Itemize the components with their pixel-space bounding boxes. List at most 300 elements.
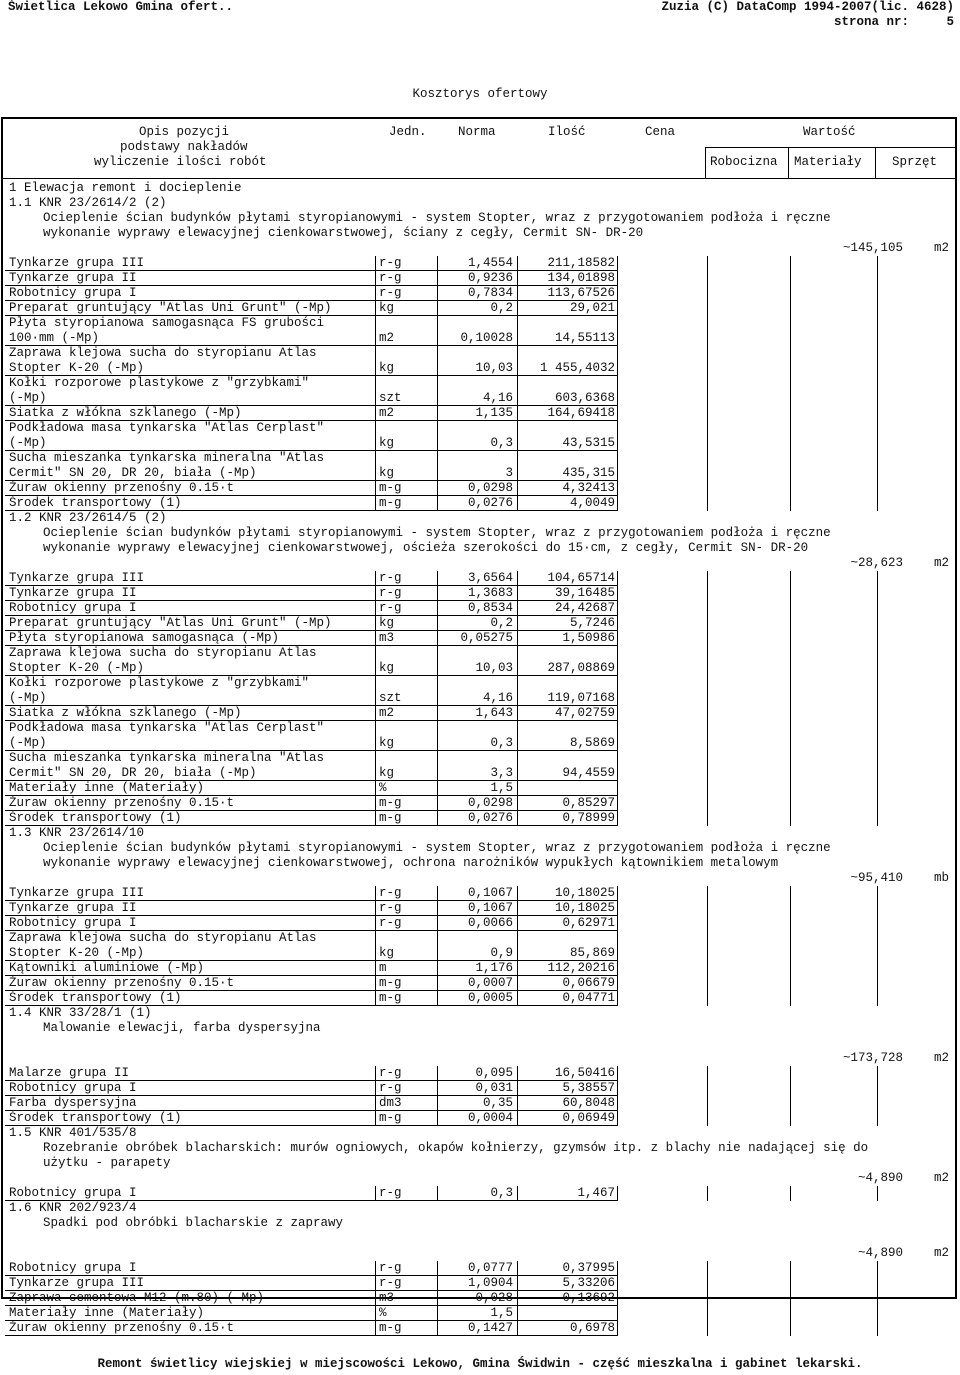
row-divider bbox=[790, 811, 791, 826]
row-divider bbox=[375, 976, 376, 991]
resource-norm: 0,2 bbox=[490, 616, 513, 630]
table-row bbox=[5, 901, 955, 916]
resource-quantity: 43,5315 bbox=[562, 436, 615, 450]
row-divider bbox=[790, 496, 791, 511]
row-divider bbox=[517, 781, 518, 796]
resource-name: Tynkarze grupa II bbox=[9, 901, 137, 915]
row-divider bbox=[375, 811, 376, 826]
position-code: 1.3 KNR 23/2614/10 bbox=[9, 826, 145, 840]
row-divider bbox=[617, 916, 618, 931]
row-divider bbox=[790, 796, 791, 811]
row-divider bbox=[375, 736, 376, 751]
row-divider bbox=[707, 796, 708, 811]
resource-name: Żuraw okienny przenośny 0.15·t bbox=[9, 796, 235, 810]
row-divider bbox=[375, 1321, 376, 1336]
row-divider bbox=[707, 691, 708, 706]
row-divider bbox=[517, 316, 518, 331]
resource-name: Płyta styropianowa samogasnąca (-Mp) bbox=[9, 631, 280, 645]
resource-norm: 0,0004 bbox=[467, 1111, 513, 1125]
resource-norm: 1,176 bbox=[475, 961, 513, 975]
row-divider bbox=[437, 901, 438, 916]
resource-quantity: 0,62971 bbox=[562, 916, 615, 930]
col-sprzet: Sprzęt bbox=[892, 155, 938, 169]
row-divider bbox=[617, 406, 618, 421]
row-divider bbox=[877, 991, 878, 1006]
row-divider bbox=[617, 376, 618, 391]
resource-norm: 0,05275 bbox=[460, 631, 513, 645]
row-divider bbox=[707, 391, 708, 406]
resource-name: Siatka z włókna szklanego (-Mp) bbox=[9, 706, 242, 720]
row-divider bbox=[375, 691, 376, 706]
row-divider bbox=[617, 946, 618, 961]
row-divider bbox=[517, 946, 518, 961]
row-divider bbox=[517, 286, 518, 301]
row-divider bbox=[790, 706, 791, 721]
resource-name: Robotnicy grupa I bbox=[9, 1261, 137, 1275]
resource-norm: 1,5 bbox=[490, 781, 513, 795]
resource-unit: m3 bbox=[379, 1291, 395, 1305]
resource-name: Zaprawa cementowa M12 (m.80) (-Mp) bbox=[9, 1291, 265, 1305]
row-divider bbox=[707, 1306, 708, 1321]
row-divider bbox=[517, 361, 518, 376]
row-divider bbox=[617, 496, 618, 511]
col-norma: Norma bbox=[458, 125, 496, 139]
row-divider bbox=[877, 646, 878, 661]
row-divider bbox=[617, 301, 618, 316]
row-divider bbox=[437, 376, 438, 391]
resource-unit: kg bbox=[379, 946, 395, 960]
table-column-header bbox=[3, 119, 955, 179]
row-divider bbox=[877, 571, 878, 586]
position-description bbox=[5, 1141, 955, 1156]
resource-norm: 0,3 bbox=[490, 436, 513, 450]
position-quantity bbox=[5, 241, 955, 256]
row-divider bbox=[375, 796, 376, 811]
row-divider bbox=[707, 676, 708, 691]
resource-name: Tynkarze grupa III bbox=[9, 256, 145, 270]
row-divider bbox=[707, 286, 708, 301]
resource-norm: 0,0007 bbox=[467, 976, 513, 990]
position-quantity-value: ~95,410 bbox=[850, 871, 903, 885]
row-divider bbox=[790, 1111, 791, 1126]
row-divider bbox=[517, 346, 518, 361]
row-divider bbox=[707, 766, 708, 781]
row-divider bbox=[790, 436, 791, 451]
resource-quantity: 1,50986 bbox=[562, 631, 615, 645]
resource-unit: m2 bbox=[379, 706, 395, 720]
row-divider bbox=[877, 706, 878, 721]
resource-norm: 0,0777 bbox=[467, 1261, 513, 1275]
row-divider bbox=[790, 1291, 791, 1306]
row-divider bbox=[437, 316, 438, 331]
row-divider bbox=[617, 586, 618, 601]
resource-name: (-Mp) bbox=[9, 436, 47, 450]
row-divider bbox=[517, 661, 518, 676]
position-quantity-value: ~4,890 bbox=[857, 1246, 903, 1260]
row-divider bbox=[617, 991, 618, 1006]
row-divider bbox=[617, 781, 618, 796]
row-divider bbox=[375, 271, 376, 286]
resource-norm: 0,0066 bbox=[467, 916, 513, 930]
resource-name: Żuraw okienny przenośny 0.15·t bbox=[9, 976, 235, 990]
row-divider bbox=[375, 1081, 376, 1096]
row-divider bbox=[790, 316, 791, 331]
row-divider bbox=[877, 1081, 878, 1096]
row-divider bbox=[790, 676, 791, 691]
table-row bbox=[5, 286, 955, 301]
row-divider bbox=[707, 1276, 708, 1291]
row-divider bbox=[375, 766, 376, 781]
position-description bbox=[5, 226, 955, 241]
resource-unit: r-g bbox=[379, 256, 402, 270]
resource-name: Tynkarze grupa III bbox=[9, 571, 145, 585]
row-divider bbox=[617, 451, 618, 466]
resource-quantity: 211,18582 bbox=[547, 256, 615, 270]
row-divider bbox=[790, 1306, 791, 1321]
resource-name: Podkładowa masa tynkarska "Atlas Cerplast" bbox=[9, 721, 325, 735]
table-row bbox=[5, 601, 955, 616]
resource-name: Stopter K-20 (-Mp) bbox=[9, 361, 145, 375]
row-divider bbox=[617, 1276, 618, 1291]
row-divider bbox=[707, 271, 708, 286]
resource-name: (-Mp) bbox=[9, 691, 47, 705]
resource-quantity: 119,07168 bbox=[547, 691, 615, 705]
row-divider bbox=[790, 376, 791, 391]
resource-norm: 0,8534 bbox=[467, 601, 513, 615]
position-quantity-unit: m2 bbox=[933, 1051, 949, 1065]
resource-quantity: 1,467 bbox=[577, 1186, 615, 1200]
row-divider bbox=[790, 886, 791, 901]
row-divider bbox=[877, 496, 878, 511]
row-divider bbox=[437, 1111, 438, 1126]
resource-norm: 0,1067 bbox=[467, 886, 513, 900]
row-divider bbox=[617, 721, 618, 736]
row-divider bbox=[617, 751, 618, 766]
section-title-text: 1 Elewacja remont i docieplenie bbox=[9, 181, 242, 195]
resource-name: 100·mm (-Mp) bbox=[9, 331, 100, 345]
row-divider bbox=[617, 466, 618, 481]
resource-name: Środek transportowy (1) bbox=[9, 811, 182, 825]
row-divider bbox=[375, 1291, 376, 1306]
position-quantity-value: ~173,728 bbox=[842, 1051, 903, 1065]
row-divider bbox=[517, 301, 518, 316]
position-code: 1.2 KNR 23/2614/5 (2) bbox=[9, 511, 167, 525]
row-divider bbox=[707, 406, 708, 421]
row-divider bbox=[707, 706, 708, 721]
resource-unit: r-g bbox=[379, 1186, 402, 1200]
row-divider bbox=[707, 421, 708, 436]
row-divider bbox=[877, 406, 878, 421]
row-divider bbox=[437, 736, 438, 751]
row-divider bbox=[790, 646, 791, 661]
row-divider bbox=[517, 751, 518, 766]
row-divider bbox=[877, 316, 878, 331]
row-divider bbox=[375, 376, 376, 391]
row-divider bbox=[437, 466, 438, 481]
row-divider bbox=[517, 1276, 518, 1291]
row-divider bbox=[517, 901, 518, 916]
resource-quantity: 5,33206 bbox=[562, 1276, 615, 1290]
resource-norm: 1,643 bbox=[475, 706, 513, 720]
row-divider bbox=[617, 1111, 618, 1126]
position-description-text: Spadki pod obróbki blacharskie z zaprawy bbox=[43, 1216, 344, 1230]
resource-unit: % bbox=[379, 1306, 387, 1320]
row-divider bbox=[517, 736, 518, 751]
row-divider bbox=[707, 1111, 708, 1126]
row-divider bbox=[790, 916, 791, 931]
row-divider bbox=[707, 1096, 708, 1111]
row-divider bbox=[877, 376, 878, 391]
resource-unit: r-g bbox=[379, 886, 402, 900]
row-divider bbox=[877, 256, 878, 271]
resource-name: Tynkarze grupa III bbox=[9, 1276, 145, 1290]
row-divider bbox=[790, 466, 791, 481]
row-divider bbox=[517, 676, 518, 691]
row-divider bbox=[790, 601, 791, 616]
resource-name: Płyta styropianowa samogasnąca FS grubości bbox=[9, 316, 325, 330]
row-divider bbox=[437, 631, 438, 646]
spacer-line bbox=[5, 1231, 955, 1246]
table-row bbox=[5, 1261, 955, 1276]
table-row bbox=[5, 1096, 955, 1111]
row-divider bbox=[790, 1096, 791, 1111]
row-underline bbox=[375, 1335, 617, 1336]
resource-unit: kg bbox=[379, 766, 395, 780]
row-divider bbox=[375, 421, 376, 436]
position-quantity-value: ~145,105 bbox=[842, 241, 903, 255]
row-divider bbox=[790, 931, 791, 946]
resource-unit: r-g bbox=[379, 1261, 402, 1275]
row-divider bbox=[437, 991, 438, 1006]
resource-name: Robotnicy grupa I bbox=[9, 601, 137, 615]
table-row bbox=[5, 1291, 955, 1306]
resource-name: Materiały inne (Materiały) bbox=[9, 1306, 205, 1320]
row-divider bbox=[877, 361, 878, 376]
resource-unit: r-g bbox=[379, 286, 402, 300]
row-divider bbox=[617, 1306, 618, 1321]
resource-quantity: 85,869 bbox=[569, 946, 615, 960]
position-quantity-unit: m2 bbox=[933, 1246, 949, 1260]
row-divider bbox=[437, 586, 438, 601]
resource-unit: m2 bbox=[379, 331, 395, 345]
row-underline bbox=[5, 1335, 375, 1336]
row-divider bbox=[375, 286, 376, 301]
table-row bbox=[5, 481, 955, 496]
resource-unit: % bbox=[379, 781, 387, 795]
resource-quantity: 5,7246 bbox=[569, 616, 615, 630]
resource-unit: m bbox=[379, 961, 387, 975]
row-divider bbox=[517, 256, 518, 271]
row-divider bbox=[877, 736, 878, 751]
position-quantity-unit: m2 bbox=[933, 1171, 949, 1185]
row-divider bbox=[375, 451, 376, 466]
resource-unit: kg bbox=[379, 616, 395, 630]
position-description-text: wykonanie wyprawy elewacyjnej cienkowarstwowej, ościeża szerokości do 15·cm, z cegły, Cermit SN- DR-20 bbox=[43, 541, 809, 555]
position-description bbox=[5, 1156, 955, 1171]
row-divider bbox=[517, 391, 518, 406]
row-divider bbox=[517, 271, 518, 286]
resource-norm: 0,35 bbox=[482, 1096, 513, 1110]
resource-name: (-Mp) bbox=[9, 736, 47, 750]
row-divider bbox=[877, 586, 878, 601]
resource-norm: 3 bbox=[505, 466, 513, 480]
row-divider bbox=[790, 346, 791, 361]
row-divider bbox=[375, 721, 376, 736]
resource-unit: m-g bbox=[379, 811, 402, 825]
row-divider bbox=[877, 931, 878, 946]
resource-name: Zaprawa klejowa sucha do styropianu Atlas bbox=[9, 931, 317, 945]
row-divider bbox=[375, 931, 376, 946]
table-row bbox=[5, 766, 955, 781]
row-divider bbox=[517, 616, 518, 631]
resource-norm: 0,0276 bbox=[467, 811, 513, 825]
position-code: 1.5 KNR 401/535/8 bbox=[9, 1126, 137, 1140]
row-divider bbox=[877, 286, 878, 301]
row-divider bbox=[375, 571, 376, 586]
row-divider bbox=[617, 271, 618, 286]
row-divider bbox=[877, 331, 878, 346]
resource-name: Zaprawa klejowa sucha do styropianu Atlas bbox=[9, 646, 317, 660]
row-divider bbox=[790, 271, 791, 286]
row-divider bbox=[617, 286, 618, 301]
row-divider bbox=[517, 646, 518, 661]
row-divider bbox=[375, 751, 376, 766]
resource-name: Preparat gruntujący "Atlas Uni Grunt" (-Mp) bbox=[9, 301, 332, 315]
row-divider bbox=[877, 631, 878, 646]
resource-norm: 10,03 bbox=[475, 661, 513, 675]
table-row bbox=[5, 961, 955, 976]
resource-unit: kg bbox=[379, 661, 395, 675]
document-header-right: Zuzia (C) DataComp 1994-2007(lic. 4628) bbox=[661, 0, 954, 14]
row-divider bbox=[617, 571, 618, 586]
resource-unit: m3 bbox=[379, 631, 395, 645]
row-divider bbox=[790, 391, 791, 406]
document-title: Kosztorys ofertowy bbox=[412, 87, 548, 101]
document-header-left: Świetlica Lekowo Gmina ofert.. bbox=[8, 0, 234, 14]
row-divider bbox=[877, 301, 878, 316]
row-divider bbox=[617, 1321, 618, 1336]
table-row bbox=[5, 661, 955, 676]
resource-name: Żuraw okienny przenośny 0.15·t bbox=[9, 1321, 235, 1335]
row-divider bbox=[437, 361, 438, 376]
row-divider bbox=[790, 766, 791, 781]
table-row bbox=[5, 406, 955, 421]
table-row bbox=[5, 376, 955, 391]
row-divider bbox=[790, 256, 791, 271]
page-number: 5 bbox=[946, 15, 954, 29]
row-divider bbox=[707, 1066, 708, 1081]
header-subdivider bbox=[705, 147, 957, 148]
row-divider bbox=[517, 376, 518, 391]
row-divider bbox=[375, 901, 376, 916]
row-divider bbox=[517, 1321, 518, 1336]
col-wartosc: Wartość bbox=[803, 125, 856, 139]
resource-unit: r-g bbox=[379, 601, 402, 615]
position-code: 1.4 KNR 33/28/1 (1) bbox=[9, 1006, 152, 1020]
row-divider bbox=[707, 946, 708, 961]
row-divider bbox=[517, 796, 518, 811]
row-divider bbox=[437, 391, 438, 406]
row-divider bbox=[877, 466, 878, 481]
row-divider bbox=[517, 811, 518, 826]
row-divider bbox=[437, 811, 438, 826]
row-divider bbox=[617, 616, 618, 631]
table-row bbox=[5, 301, 955, 316]
resource-quantity: 10,18025 bbox=[554, 901, 615, 915]
row-divider bbox=[877, 346, 878, 361]
resource-norm: 0,0298 bbox=[467, 796, 513, 810]
resource-quantity: 47,02759 bbox=[554, 706, 615, 720]
row-divider bbox=[790, 616, 791, 631]
resource-name: Cermit" SN 20, DR 20, biała (-Mp) bbox=[9, 766, 257, 780]
resource-norm: 3,3 bbox=[490, 766, 513, 780]
resource-name: Materiały inne (Materiały) bbox=[9, 781, 205, 795]
row-divider bbox=[790, 991, 791, 1006]
table-row bbox=[5, 736, 955, 751]
row-divider bbox=[790, 301, 791, 316]
table-row bbox=[5, 886, 955, 901]
resource-quantity: 60,8048 bbox=[562, 1096, 615, 1110]
row-divider bbox=[707, 496, 708, 511]
row-divider bbox=[707, 721, 708, 736]
row-divider bbox=[707, 931, 708, 946]
row-divider bbox=[517, 1186, 518, 1201]
table-row bbox=[5, 496, 955, 511]
row-divider bbox=[707, 886, 708, 901]
position-quantity-unit: mb bbox=[933, 871, 949, 885]
row-divider bbox=[790, 571, 791, 586]
table-row bbox=[5, 1306, 955, 1321]
position-head bbox=[5, 1006, 955, 1021]
row-divider bbox=[375, 361, 376, 376]
row-divider bbox=[707, 571, 708, 586]
row-divider bbox=[877, 901, 878, 916]
position-quantity bbox=[5, 1051, 955, 1066]
resource-quantity: 0,37995 bbox=[562, 1261, 615, 1275]
resource-quantity: 104,65714 bbox=[547, 571, 615, 585]
row-divider bbox=[877, 391, 878, 406]
row-divider bbox=[375, 631, 376, 646]
row-divider bbox=[437, 256, 438, 271]
resource-name: Kątowniki aluminiowe (-Mp) bbox=[9, 961, 205, 975]
table-row bbox=[5, 1111, 955, 1126]
table-row bbox=[5, 1276, 955, 1291]
resource-norm: 4,16 bbox=[482, 391, 513, 405]
row-divider bbox=[790, 451, 791, 466]
position-head bbox=[5, 196, 955, 211]
row-divider bbox=[375, 391, 376, 406]
row-divider bbox=[437, 916, 438, 931]
table-row bbox=[5, 796, 955, 811]
row-divider bbox=[707, 361, 708, 376]
row-divider bbox=[375, 661, 376, 676]
row-divider bbox=[437, 946, 438, 961]
row-divider bbox=[877, 946, 878, 961]
resource-quantity: 164,69418 bbox=[547, 406, 615, 420]
table-row bbox=[5, 256, 955, 271]
row-divider bbox=[617, 1066, 618, 1081]
row-divider bbox=[790, 1276, 791, 1291]
resource-unit: r-g bbox=[379, 1276, 402, 1290]
row-divider bbox=[877, 616, 878, 631]
position-quantity-value: ~4,890 bbox=[857, 1171, 903, 1185]
row-divider bbox=[617, 601, 618, 616]
resource-quantity: 94,4559 bbox=[562, 766, 615, 780]
row-divider bbox=[437, 1276, 438, 1291]
resource-unit: m-g bbox=[379, 1111, 402, 1125]
row-divider bbox=[375, 676, 376, 691]
row-divider bbox=[437, 301, 438, 316]
